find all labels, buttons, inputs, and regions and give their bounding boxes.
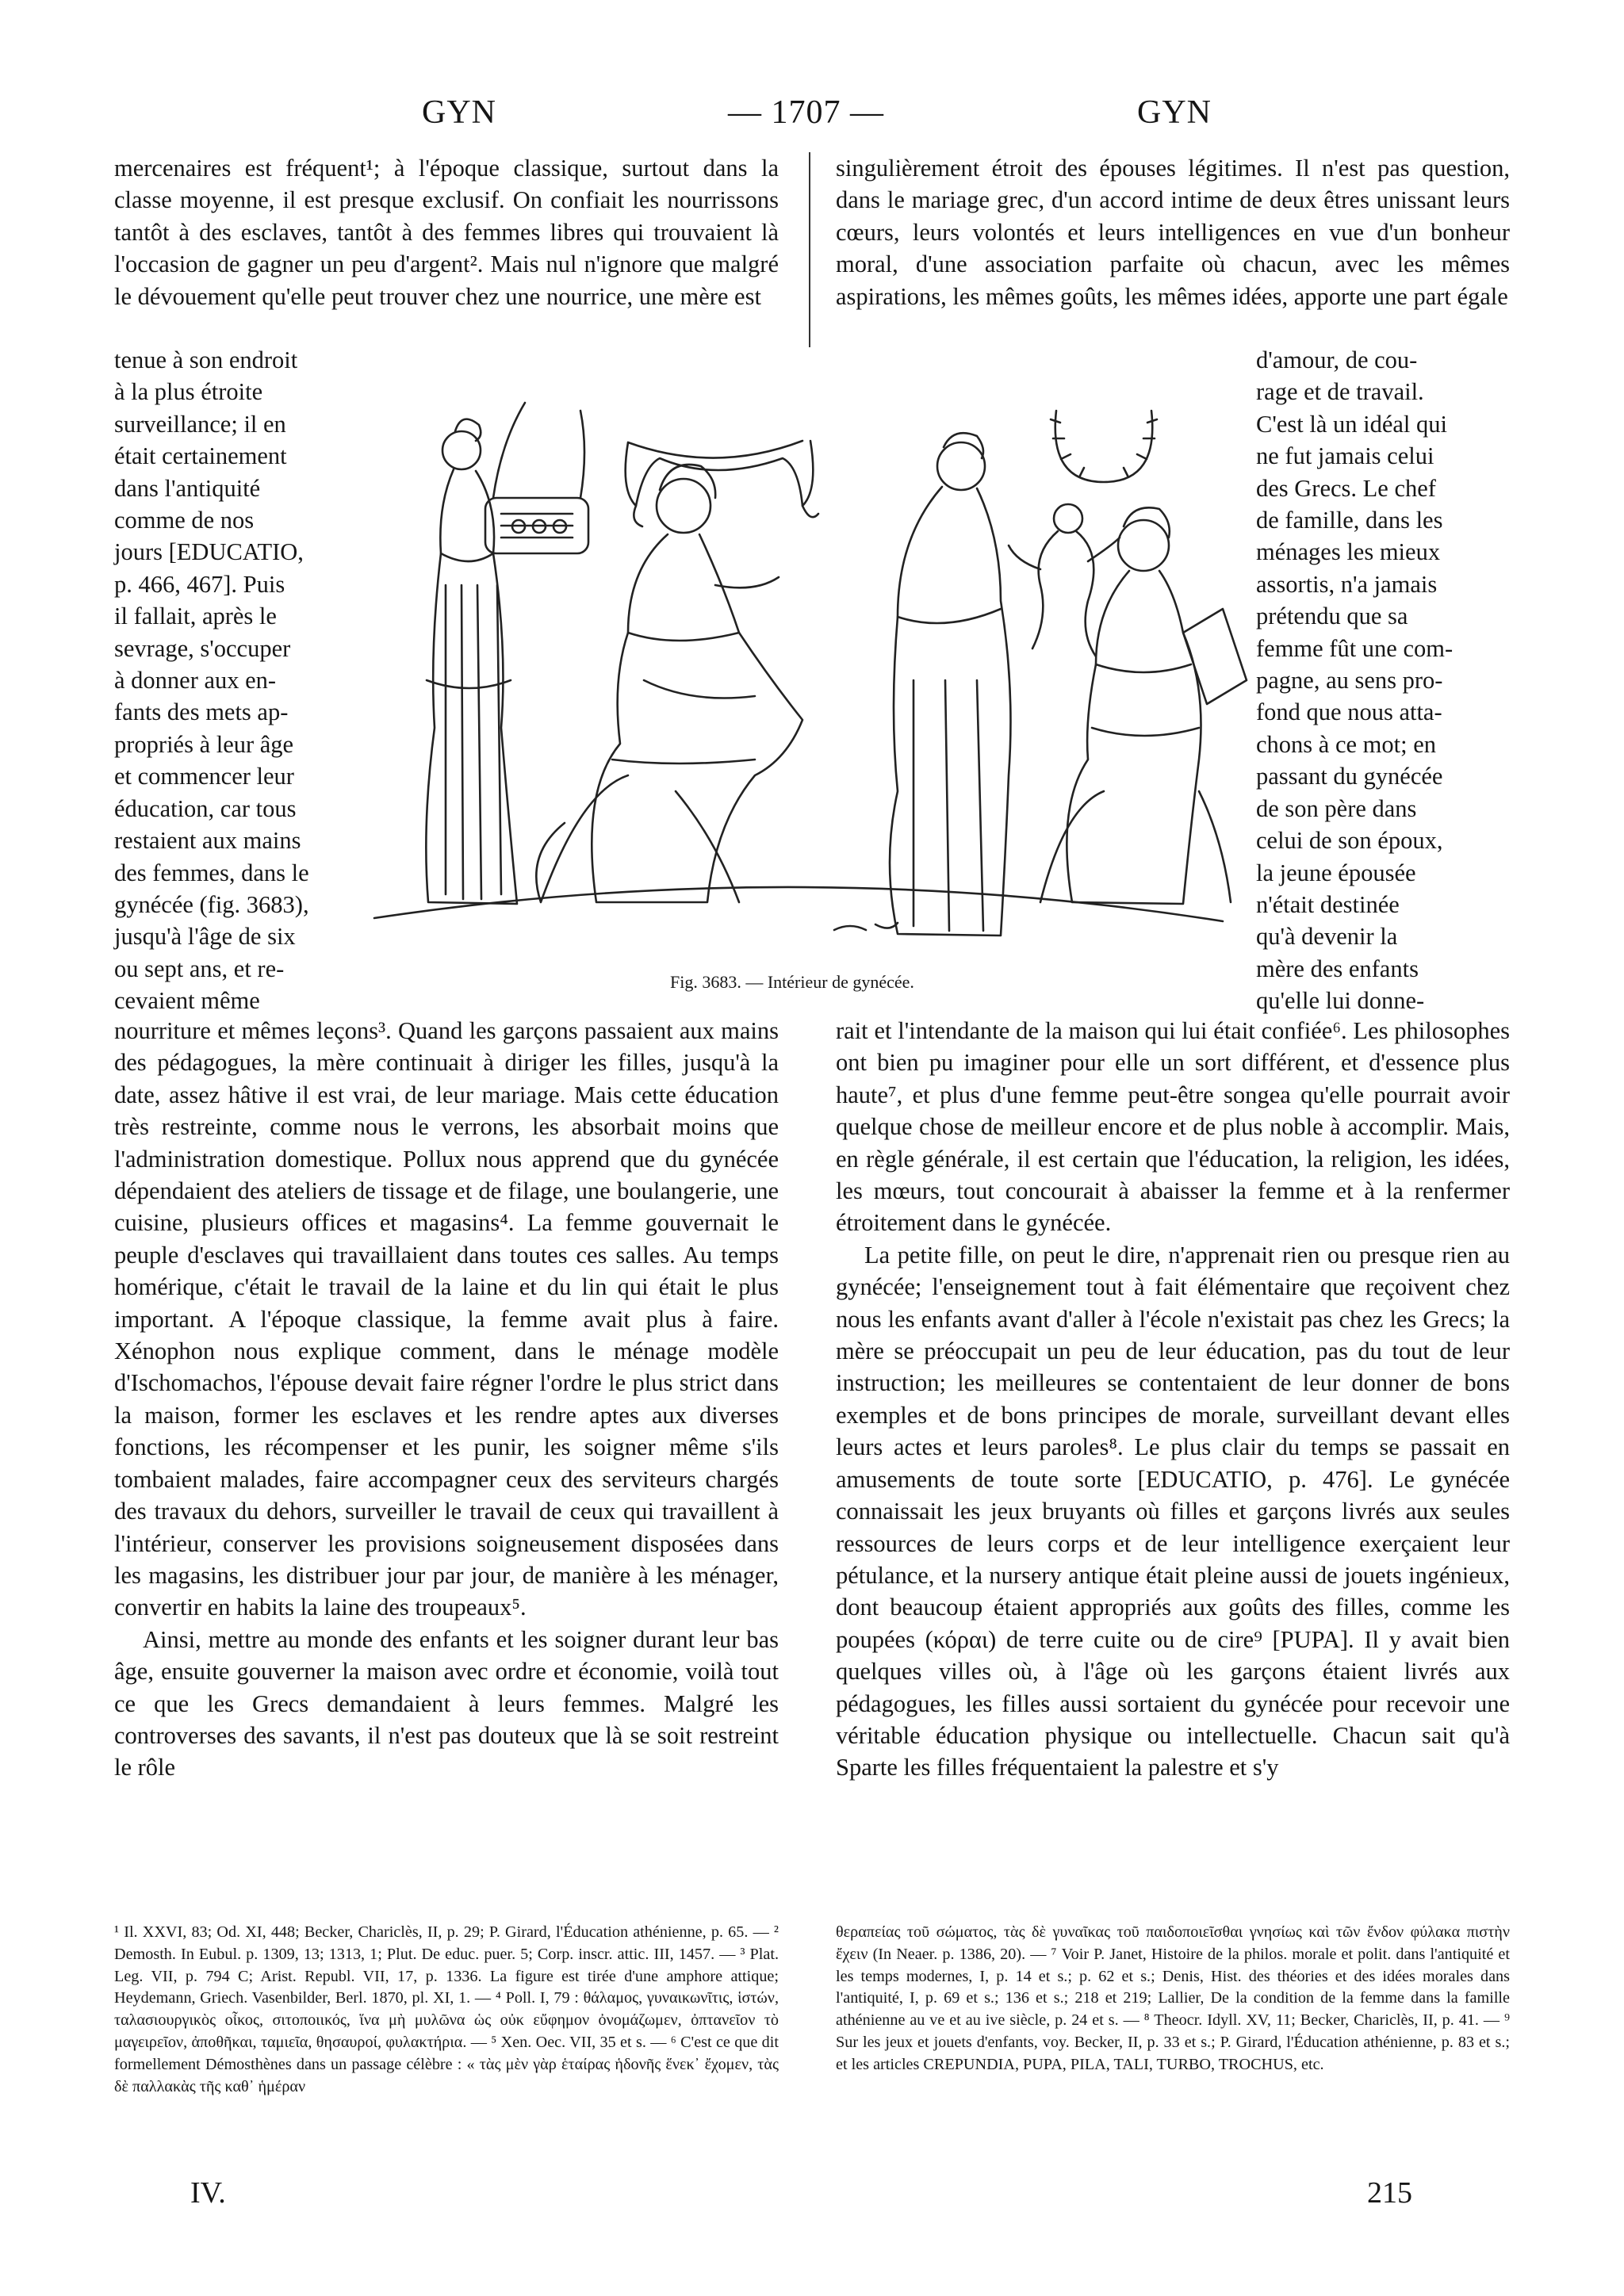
wrap-line: C'est là un idéal qui [1256,410,1447,438]
wrap-line: ménages les mieux [1256,538,1441,566]
wrap-line: propriés à leur âge [114,730,294,758]
right-top-paragraph: singulièrement étroit des épouses légitimes. Il n'est pas question, dans le mariage grec, d'un accord intime de deux êtres unissant leurs cœurs, leurs volontés et leurs intelligences en vue d'un bonheur moral, d'une association parfaite où chacun, avec les mêmes aspirations, les mêmes goûts, les mêmes idées, apporte une part égale [836,155,1510,310]
artist-mark [834,923,898,930]
wrap-line: comme de nos [114,507,255,534]
right-bottom-paragraph-1: rait et l'intendante de la maison qui lui était confiée⁶. Les philosophes ont bien pu imaginer pour elle un sort différent, et d'essence plus haute⁷, et plus d'une femme peut-être songea qu'elle pourrait avoir quelque chose de meilleur encore et de plus noble à accomplir. Mais, en règle générale, il est certain que l'éducation, la religion, les idées, les mœurs, tout concourait à abaisser la femme et à la renfermer étroitement dans le gynécée. [836,1017,1510,1237]
wrap-line: gynécée (fig. 3683), [114,890,309,918]
left-bottom-paragraph-1: nourriture et mêmes leçons³. Quand les garçons passaient aux mains des pédagogues, la mère continuait à diriger les filles, jusqu'à la date, assez hâtive il est vrai, de leur mariage. Mais cette éducation très restreinte, comme nous le verrons, les absorbait moins que l'administration domestique. Pollux nous apprend que du gynécée dépendaient des ateliers de tissage et de filage, une boulangerie, une cuisine, plusieurs offices et magasins⁴. La femme gouvernait le peuple d'esclaves qui travaillaient dans toutes ces salles. Au temps homérique, c'était le travail de la laine et du lin qui était le plus important. A l'époque classique, la femme avait plus à faire. Xénophon nous explique comment, dans le ménage modèle d'Ischomachos, l'épouse devait faire régner l'ordre le plus strict dans la maison, former les esclaves et les rendre aptes aux diverses fonctions, les récompenser et les punir, les soigner même s'ils tombaient malades, faire accompagner ceux des serviteurs chargés des travaux du dehors, surveiller le travail de ceux qui travaillent à l'intérieur, conserver les provisions soigneusement disposées dans les magasins, les distribuer jour par jour, de manière à les ménager, convertir en habits la laine des troupeaux⁵. [114,1017,779,1621]
wrap-line: qu'à devenir la [1256,923,1398,951]
signature-mark: IV. [190,2176,226,2210]
wrap-line: des femmes, dans le [114,859,309,886]
wrap-line: sevrage, s'occuper [114,634,291,662]
figure-caption: Fig. 3683. — Intérieur de gynécée. [670,972,914,992]
wrap-line: mère des enfants [1256,955,1419,982]
left-bottom-paragraph-2: Ainsi, mettre au monde des enfants et les soigner durant leur bas âge, ensuite gouverner la maison avec ordre et économie, voilà tout ce que les Grecs demandaient à leurs femmes. Malgré les controverses des savants, il n'est pas douteux que là se soit restreint le rôle [114,1625,779,1781]
wreath [1051,411,1157,482]
page-number: 215 [1367,2176,1412,2210]
wrap-line: qu'elle lui donne- [1256,987,1425,1015]
wrap-line: pagne, au sens pro- [1256,667,1443,695]
wrap-line: fond que nous atta- [1256,698,1442,726]
wrap-line: des Grecs. Le chef [1256,474,1436,502]
wrap-line: à la plus étroite [114,378,263,406]
right-bottom-paragraph-2: La petite fille, on peut le dire, n'apprenait rien ou presque rien au gynécée; l'enseignement tout à fait élémentaire que reçoivent chez nous les enfants avant d'aller à l'école n'existait pas chez les Grecs; la mère se préoccupait un peu de leur éducation, pas du tout de leur instruction; les meilleures se contentaient de leur donner de bons exemples et de bons principes de morale, surveillant devant elles leurs actes et leurs paroles⁸. Le plus clair du temps se passait en amusements de toute sorte [EDUCATIO, p. 476]. Le gynécée connaissait les jeux bruyants où filles et garçons livrés aux seules ressources de leurs corps et de leur intelligence exerçaient leur pétulance, et la nursery antique était pleine aussi de jouets ingénieux, dont beaucoup étaient appropriés aux goûts des filles, comme les poupées (κόραι) de terre cuite ou de cire⁹ [PUPA]. Il y avait bien quelques villes où, à l'âge où les garçons étaient livrés aux pédagogues, les filles aussi sortaient du gynécée pour recevoir une véritable éducation physique ou intellectuelle. Chacun sait qu'à Sparte les filles fréquentaient la palestre et s'y [836,1241,1510,1781]
lyre-instrument [485,403,588,553]
wrap-line: surveillance; il en [114,410,286,438]
wrap-line: et commencer leur [114,763,294,790]
wrap-line: d'amour, de cou- [1256,346,1418,373]
running-header-left: GYN [422,94,496,131]
wrap-line: il fallait, après le [114,603,277,630]
right-column-top [836,152,1510,312]
wrap-line: de famille, dans les [1256,507,1443,534]
standing-woman [890,433,1010,936]
footnotes-right: θεραπείας τοῦ σώματος, τὰς δὲ γυναῖκας τοῦ παιδοποιεῖσθαι γνησίως καὶ τῶν ἔνδον φύλακα πιστὴν ἔχειν (In Neaer. p. 1386, 20). — ⁷ Voir P. Janet, Histoire de la philos. morale et polit. dans l'antiquité et les temps modernes, I, p. 14 et s.; p. 62 et s.; Denis, Hist. des théories et des idées morales dans l'antiquité, I, p. 69 et s.; 136 et s.; 218 et 219; Lallier, De la condition de la femme dans la famille athénienne au ve et au ive siècle, p. 24 et s. — ⁸ Theocr. Idyll. XV, 11; Becker, Chariclès, II, p. 41. — ⁹ Sur les jeux et jouets d'enfants, voy. Becker, II, p. 33 et s.; P. Girard, l'Éducation athénienne, p. 83 et s.; et les articles CREPUNDIA, PUPA, PILA, TALI, TURBO, TROCHUS, etc. [836,1923,1510,2073]
wrap-line: ou sept ans, et re- [114,955,285,982]
wrap-line: de son père dans [1256,794,1417,822]
wrap-line: fants des mets ap- [114,698,289,726]
wrap-line: p. 466, 467]. Puis [114,570,285,598]
wrap-line: jours [EDUCATIO, [114,538,304,566]
wrap-line: était certainement [114,442,287,470]
column-rule [809,152,810,347]
left-column-wrap [114,344,331,1017]
wrap-line: restaient aux mains [114,827,301,855]
right-column-wrap [1256,344,1510,1017]
wrap-line: femme fût une com- [1256,634,1454,662]
wrap-line: n'était destinée [1256,890,1400,918]
wrap-line: assortis, n'a jamais [1256,570,1438,598]
wrap-line: prétendu que sa [1256,603,1408,630]
wrap-line: éducation, car tous [114,794,297,822]
wrap-line: à donner aux en- [114,667,277,695]
hanging-sash [626,441,814,506]
woman-with-lyre [426,419,517,904]
wrap-line: tenue à son endroit [114,346,298,373]
klismos-chair-left [536,775,739,902]
left-column-bottom [114,1015,779,1784]
infant-figure [1009,504,1120,656]
seated-woman [592,465,802,902]
left-top-paragraph: mercenaires est fréquent¹; à l'époque classique, surtout dans la classe moyenne, il est presque exclusif. On confiait les nourrissons tantôt à des esclaves, tantôt à des femmes libres qui trouvaient là l'occasion de gagner un peu d'argent². Mais nul n'ignore que malgré le dévouement qu'elle peut trouver chez une nourrice, une mère est [114,155,779,310]
gynaeceum-illustration [343,347,1254,978]
page-header-number: — 1707 — [728,94,884,131]
left-column-top [114,152,779,312]
wrap-line: ne fut jamais celui [1256,442,1434,470]
wrap-line: chons à ce mot; en [1256,730,1436,758]
wrap-line: celui de son époux, [1256,827,1443,855]
wrap-line: jusqu'à l'âge de six [114,923,296,951]
footnotes-left: ¹ Il. XXVI, 83; Od. XI, 448; Becker, Chariclès, II, p. 29; P. Girard, l'Éducation athénienne, p. 65. — ² Demosth. In Eubul. p. 1309, 13; 1313, 1; Plut. De educ. puer. 5; Corp. inscr. attic. III, 1457. — ³ Plat. Leg. VII, p. 794 C; Arist. Republ. VII, 17, p. 1336. La figure est tirée d'une amphore attique; Heydemann, Griech. Vasenbilder, Berl. 1870, pl. XI, 1. — ⁴ Poll. I, 79 : θάλαμος, γυναικωνῖτις, ἱστών, ταλασιουργικὸς οἶκος, σιτοποιικός, ἵνα μὴ μυλῶνα ὡς οὐκ εὔφημον ὀνομάζωμεν, ὀπτανεῖον τὸ μαγειρεῖον, ἀποθῆκαι, ταμιεῖα, θησαυροί, φυλακτήρια. — ⁵ Xen. Oec. VII, 35 et s. — ⁶ C'est ce que dit formellement Démosthènes dans un passage célèbre : « τὰς μὲν γὰρ ἑταίρας ἡδονῆς ἕνεκ᾽ ἔχομεν, τὰς δὲ παλλακὰς τῆς καθ᾽ ἡμέραν [114,1923,779,2095]
running-header-right: GYN [1137,94,1212,131]
wrap-line: dans l'antiquité [114,474,261,502]
wrap-line: passant du gynécée [1256,763,1443,790]
right-column-bottom [836,1015,1510,1784]
wrap-line: rage et de travail. [1256,378,1424,406]
wrap-line: cevaient même [114,987,260,1015]
wrap-line: la jeune épousée [1256,859,1416,886]
